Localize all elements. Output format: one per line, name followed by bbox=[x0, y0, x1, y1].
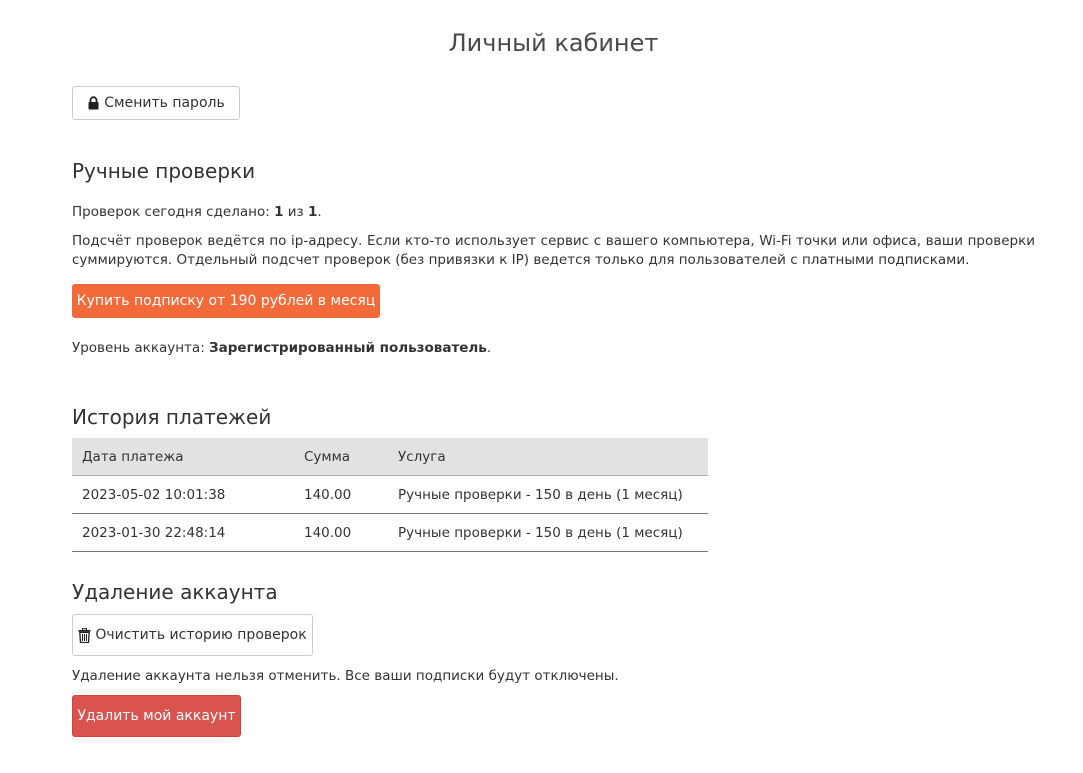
delete-account-button[interactable]: Удалить мой аккаунт bbox=[72, 695, 241, 737]
clear-history-label: Очистить историю проверок bbox=[95, 627, 307, 643]
lock-icon bbox=[87, 96, 100, 110]
payments-table bbox=[72, 438, 708, 552]
change-password-button[interactable] bbox=[72, 86, 240, 120]
column-header-service: Услуга bbox=[388, 438, 708, 476]
payment-amount: 140.00 bbox=[294, 476, 388, 514]
payment-service: Ручные проверки - 150 в день (1 месяц) bbox=[388, 514, 708, 552]
trash-icon bbox=[78, 628, 91, 643]
deletion-warning: Удаление аккаунта нельзя отменить. Все ваши подписки будут отключены. bbox=[72, 668, 619, 684]
account-level-text: Уровень аккаунта: Зарегистрированный пользователь. bbox=[72, 340, 492, 356]
account-deletion-title: Удаление аккаунта bbox=[72, 580, 278, 604]
checks-description: Подсчёт проверок ведётся по ip-адресу. Если кто-то использует сервис с вашего компьютера, Wi-Fi точки или офиса, ваши проверки суммируются. Отдельный подсчет проверок (без привязки к IP) ведется только для пользователей с платными подписками. bbox=[72, 233, 1035, 268]
table-header-row bbox=[72, 438, 708, 476]
payment-service: Ручные проверки - 150 в день (1 месяц) bbox=[388, 476, 708, 514]
checks-count-text: Проверок сегодня сделано: 1 из 1. bbox=[72, 204, 322, 220]
column-header-amount: Сумма bbox=[294, 438, 388, 476]
payment-amount: 140.00 bbox=[294, 514, 388, 552]
account-level-value: Зарегистрированный пользователь bbox=[209, 340, 487, 356]
checks-limit: 1 bbox=[308, 204, 318, 220]
column-header-date: Дата платежа bbox=[72, 438, 294, 476]
page-title: Личный кабинет bbox=[448, 29, 659, 57]
clear-history-button[interactable] bbox=[72, 614, 313, 656]
change-password-label: Сменить пароль bbox=[104, 95, 225, 111]
table-row bbox=[72, 514, 708, 552]
table-row bbox=[72, 476, 708, 514]
checks-done: 1 bbox=[274, 204, 284, 220]
buy-subscription-button[interactable]: Купить подписку от 190 рублей в месяц bbox=[72, 284, 380, 318]
manual-checks-title: Ручные проверки bbox=[72, 159, 256, 183]
payments-title: История платежей bbox=[72, 405, 272, 429]
payment-date: 2023-01-30 22:48:14 bbox=[72, 514, 294, 552]
payment-date: 2023-05-02 10:01:38 bbox=[72, 476, 294, 514]
